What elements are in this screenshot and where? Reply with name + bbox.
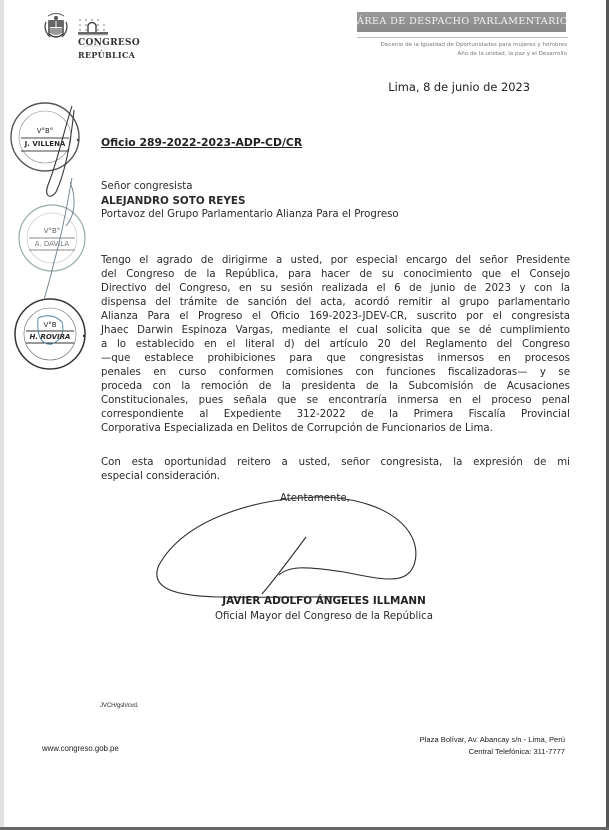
paragraph-line: proceda con la remoción de la presidenta de la Subcomisión de Acusaciones bbox=[101, 381, 570, 392]
paragraph-line: Con esta oportunidad reitero a usted, señor congresista, la expresión de mi bbox=[101, 457, 570, 468]
footer-address-block bbox=[364, 734, 565, 758]
salutation: Señor congresista bbox=[101, 181, 193, 192]
signature-block bbox=[204, 594, 444, 624]
congress-logo bbox=[40, 10, 140, 60]
footer-address: Plaza Bolívar, Av. Abancay s/n - Lima, Perú bbox=[419, 735, 565, 744]
recipient-role: Portavoz del Grupo Parlamentario Alianza Para el Progreso bbox=[101, 209, 399, 220]
seal-ring-icon bbox=[6, 98, 84, 176]
paragraph-line: a lo establecido en el literal d) del artículo 20 del Reglamento del Congreso bbox=[101, 339, 570, 350]
approval-seal-davila bbox=[14, 200, 90, 276]
paragraph-line: Directivo del Congreso, en su sesión realizada el 6 de junio de 2023 y con la bbox=[101, 283, 570, 294]
seal-name: J. VILLENA bbox=[24, 140, 66, 148]
body-paragraph-1 bbox=[101, 254, 570, 436]
seal-name: H. ROVIRA bbox=[29, 333, 71, 341]
paragraph-line: del Congreso de la República, para hacer de su conocimiento que el Consejo bbox=[101, 269, 570, 280]
signer-name: JAVIER ADOLFO ÁNGELES ILLMANN bbox=[222, 595, 426, 607]
footer-phone: Central Telefónica: 311-7777 bbox=[468, 747, 565, 756]
paragraph-line: penales en curso conformen comisiones con funciones fiscalizadoras— y se bbox=[101, 367, 570, 378]
footer-website: www.congreso.gob.pe bbox=[42, 744, 119, 753]
recipient-block bbox=[101, 180, 399, 222]
reference-initials: JVCH/gsh/cvd. bbox=[100, 702, 139, 709]
closing-phrase: Atentamente, bbox=[280, 493, 350, 504]
body-paragraph-2 bbox=[101, 456, 570, 484]
seal-vb: V°B° bbox=[36, 127, 54, 135]
paragraph-line: Alianza Para el Progreso el Oficio 169-2023-JDEV-CR, suscrito por el congresista bbox=[101, 311, 570, 322]
year-motto-line: Año de la unidad, la paz y el Desarrollo bbox=[457, 51, 567, 57]
paragraph-line: Tengo el agrado de dirigirme a usted, por especial encargo del señor Presidente bbox=[101, 255, 570, 266]
department-banner: ÁREA DE DESPACHO PARLAMENTARIO bbox=[357, 12, 566, 32]
seal-vb: V°B° bbox=[43, 227, 61, 235]
letter-date: Lima, 8 de junio de 2023 bbox=[388, 80, 530, 94]
paragraph-line: especial consideración. bbox=[101, 471, 221, 482]
oficio-reference: Oficio 289-2022-2023-ADP-CD/CR bbox=[101, 136, 303, 149]
logo-republica-text: REPÚBLICA bbox=[78, 50, 136, 60]
approval-seal-rovira bbox=[10, 294, 90, 374]
logo-congreso-text: CONGRESO bbox=[78, 38, 140, 48]
paragraph-line: Constitucionales, pues señala que se encontraría inmersa en el proceso penal bbox=[101, 395, 570, 406]
recipient-name: ALEJANDRO SOTO REYES bbox=[101, 195, 246, 207]
paragraph-line: Corporativa Especializada en Delitos de Corrupción de Funcionarios de Lima. bbox=[101, 423, 493, 434]
paragraph-line: Jhaec Darwin Espinoza Vargas, mediante el cual solicita que se dé cumplimiento bbox=[101, 325, 570, 336]
seal-name: A. DAVILA bbox=[34, 240, 70, 248]
seal-ring-icon bbox=[14, 200, 90, 276]
paragraph-line: —que establece prohibiciones para que congresistas inmersos en procesos bbox=[101, 353, 570, 364]
header-divider bbox=[357, 37, 568, 38]
approval-seal-villena bbox=[6, 98, 84, 176]
decenio-motto bbox=[334, 41, 567, 59]
paragraph-line: correspondiente al Expediente 312-2022 de la Primera Fiscalía Provincial bbox=[101, 409, 570, 420]
signer-title: Oficial Mayor del Congreso de la República bbox=[214, 611, 434, 622]
seal-vb: V°B bbox=[43, 321, 57, 329]
decenio-line: Decenio de la Igualdad de Oportunidades para mujeres y hombres bbox=[380, 42, 567, 48]
paragraph-line: dispensa del trámite de sanción del acta, acordó remitir al grupo parlamentario bbox=[101, 297, 570, 308]
